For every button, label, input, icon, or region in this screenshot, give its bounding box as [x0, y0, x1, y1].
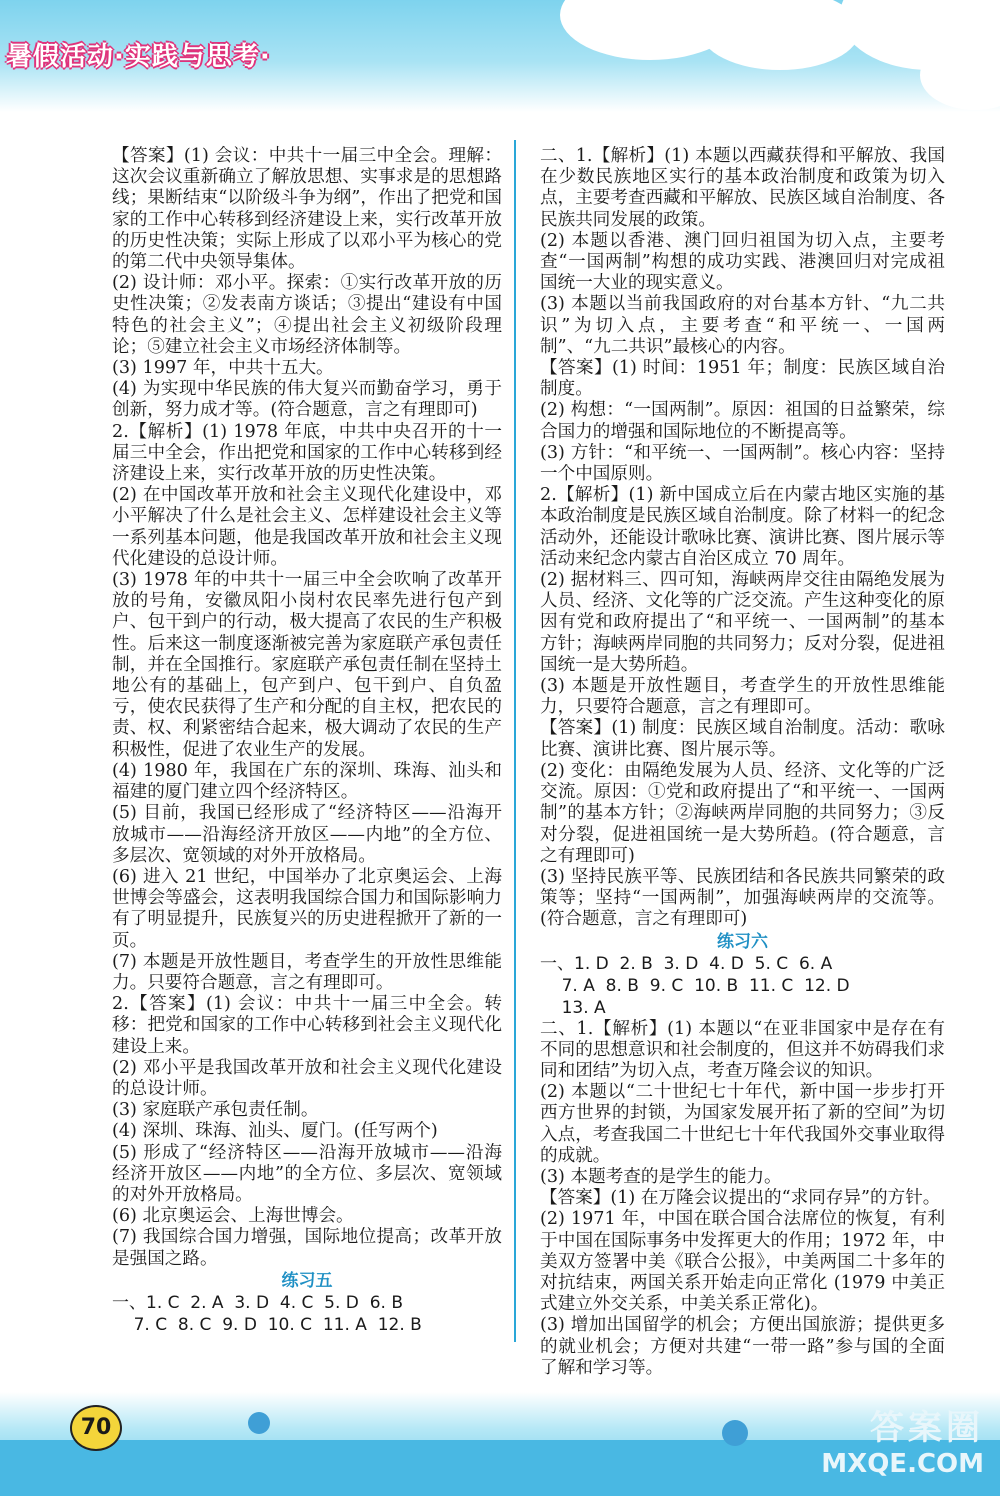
answer-paragraph: 二、1.【解析】(1) 本题以西藏获得和平解放、我国在少数民族地区实行的基本政治制度和政策为切入点，主要考查西藏和平解放、民族区域自治制度、各民族共同发展的政策。 — [540, 146, 945, 230]
header-banner — [0, 0, 1000, 112]
mc-answers-row: 7. A 8. B 9. C 10. B 11. C 12. D — [540, 975, 850, 996]
page-number: 70 — [70, 1405, 122, 1451]
answer-paragraph: (4) 深圳、珠海、汕头、厦门。(任写两个) — [112, 1121, 438, 1142]
answer-paragraph: (2) 邓小平是我国改革开放和社会主义现代化建设的总设计师。 — [112, 1057, 502, 1099]
section-heading: 练习五 — [281, 1270, 333, 1291]
answer-paragraph: (6) 进入 21 世纪，中国举办了北京奥运会、上海世博会等盛会，这表明我国综合国力和国际影响力有了明显提升，民族复兴的历史进程掀开了新的一页。 — [112, 866, 502, 951]
answer-paragraph: (7) 我国综合国力增强，国际地位提高；改革开放是强国之路。 — [112, 1227, 502, 1269]
answer-paragraph: (2) 本题以香港、澳门回归祖国为切入点，主要考查“一国两制”构想的成功实践、港澳回归对完成祖国统一大业的现实意义。 — [540, 230, 945, 294]
answer-paragraph: (3) 坚持民族平等、民族团结和各民族共同繁荣的政策等；坚持“一国两制”，加强海峡两岸的交流等。(符合题意，言之有理即可) — [540, 866, 945, 930]
answer-paragraph: 【答案】(1) 在万隆会议提出的“求同存异”的方针。 — [540, 1188, 941, 1209]
cloud-shape — [700, 0, 860, 70]
left-column — [112, 146, 502, 1336]
answer-paragraph: 二、1.【解析】(1) 本题以“在亚非国家中是存在有不同的思想意识和社会制度的，但这并不妨碍我们求同和团结”为切入点，考查万隆会议的知识。 — [540, 1018, 945, 1081]
header-title: 暑假活动·实践与思考· — [6, 42, 271, 72]
mc-answers-row: 7. C 8. C 9. D 10. C 11. A 12. B — [112, 1314, 422, 1335]
answer-paragraph: (2) 本题以“二十世纪七十年代，新中国一步步打开西方世界的封锁，为国家发展开拓了新的空间”为切入点，考查我国二十世纪七十年代我国外交事业取得的成就。 — [540, 1082, 945, 1166]
tree-icon — [248, 1412, 270, 1434]
tree-icon — [722, 1420, 748, 1446]
answer-paragraph: (2) 在中国改革开放和社会主义现代化建设中，邓小平解决了什么是社会主义、怎样建设社会主义等一系列基本问题，他是我国改革开放和社会主义现代化建设的总设计师。 — [112, 485, 502, 569]
answer-paragraph: (3) 1978 年的中共十一届三中全会吹响了改革开放的号角，安徽凤阳小岗村农民率先进行包产到户、包干到户的行动，极大提高了农民的生产积极性。后来这一制度逐渐被完善为家庭联产承包责任制，并在全国推行。家庭联产承包责任制在坚持土地公有的基础上，包产到户、包干到户、自负盈亏，使农民获得了生产和分配的自主权，把农民的责、权、利紧密结合起来，极大调动了农民的生产积极性，促进了农业生产的发展。 — [112, 570, 502, 760]
answer-paragraph: (3) 本题考查的是学生的能力。 — [540, 1166, 782, 1187]
mc-answers-row: 13. A — [540, 997, 606, 1018]
mc-answers-row: 一、1. C 2. A 3. D 4. C 5. D 6. B — [112, 1292, 403, 1313]
answer-paragraph: (3) 本题以当前我国政府的对台基本方针、“九二共识”为切入点，主要考查“和平统一、一国两制”、“九二共识”最核心的内容。 — [540, 294, 945, 357]
section-heading: 练习六 — [717, 931, 768, 952]
answer-paragraph: (5) 目前，我国已经形成了“经济特区——沿海开放城市——沿海经济开放区——内地”的全方位、多层次、宽领域的对外开放格局。 — [112, 803, 502, 866]
answer-paragraph: (3) 增加出国留学的机会；方便出国旅游；提供更多的就业机会；方便对共建“一带一路”参与国的全面了解和学习等。 — [540, 1315, 945, 1378]
watermark-url: MXQE.COM — [821, 1449, 984, 1479]
answer-paragraph: (3) 方针：“和平统一、一国两制”。核心内容：坚持一个中国原则。 — [540, 442, 945, 485]
answer-paragraph: 【答案】(1) 会议：中共十一届三中全会。理解：这次会议重新确立了解放思想、实事求是的思想路线；果断结束“以阶级斗争为纲”，作出了把党和国家的工作中心转移到经济建设上来，实行改革开放的历史性决策；实际上形成了以邓小平为核心的党的第二代中央领导集体。 — [112, 146, 502, 273]
answer-paragraph: (2) 据材料三、四可知，海峡两岸交往由隔绝发展为人员、经济、文化等的广泛交流。产生这种变化的原因有党和政府提出了“和平统一、一国两制”的基本方针；海峡两岸同胞的共同努力；反对分裂，促进祖国统一是大势所趋。 — [540, 570, 945, 675]
answer-paragraph: (6) 北京奥运会、上海世博会。 — [112, 1206, 354, 1227]
answer-paragraph: (7) 本题是开放性题目，考查学生的开放性思维能力。只要符合题意，言之有理即可。 — [112, 951, 502, 993]
answer-paragraph: (2) 变化：由隔绝发展为人员、经济、文化等的广泛交流。原因：①党和政府提出了“和平统一、一国两制”的基本方针；②海峡两岸同胞的共同努力；③反对分裂，促进祖国统一是大势所趋。(符合题意，言之有理即可) — [540, 760, 945, 866]
answer-paragraph: (2) 1971 年，中国在联合国合法席位的恢复，有利于中国在国际事务中发挥更大的作用；1972 年，中美双方签署中美《联合公报》，中美两国二十多年的对抗结束，两国关系开始走向正常化 (1979 中美正式建立外交关系，中美关系正常化)。 — [540, 1209, 945, 1315]
answer-paragraph: 2.【答案】(1) 会议：中共十一届三中全会。转移：把党和国家的工作中心转移到社会主义现代化建设上来。 — [112, 994, 502, 1057]
answer-paragraph: (2) 设计师：邓小平。探索：①实行改革开放的历史性决策；②发表南方谈话；③提出“建设有中国特色的社会主义”；④提出社会主义初级阶段理论；⑤建立社会主义市场经济体制等。 — [112, 273, 502, 357]
column-divider — [514, 140, 516, 1342]
answer-paragraph: (2) 构想：“一国两制”。原因：祖国的日益繁荣，综合国力的增强和国际地位的不断提高等。 — [540, 400, 945, 442]
answer-paragraph: 【答案】(1) 制度：民族区域自治制度。活动：歌咏比赛、演讲比赛、图片展示等。 — [540, 718, 945, 760]
right-column — [540, 146, 945, 1379]
answer-paragraph: (3) 本题是开放性题目，考查学生的开放性思维能力，只要符合题意，言之有理即可。 — [540, 676, 945, 718]
answer-paragraph: (3) 1997 年，中共十五大。 — [112, 358, 334, 379]
answer-paragraph: (4) 为实现中华民族的伟大复兴而勤奋学习，勇于创新，努力成才等。(符合题意，言之有理即可) — [112, 379, 502, 421]
answer-paragraph: (5) 形成了“经济特区——沿海开放城市——沿海经济开放区——内地”的全方位、多层次、宽领域的对外开放格局。 — [112, 1142, 502, 1205]
answer-paragraph: (4) 1980 年，我国在广东的深圳、珠海、汕头和福建的厦门建立四个经济特区。 — [112, 760, 502, 803]
answer-paragraph: 2.【解析】(1) 新中国成立后在内蒙古地区实施的基本政治制度是民族区域自治制度。除了材料一的纪念活动外，还能设计歌咏比赛、演讲比赛、图片展示等活动来纪念内蒙古自治区成立 70 周年。 — [540, 485, 945, 569]
watermark-logo-text: 答案圈 — [870, 1408, 984, 1448]
answer-paragraph: 2.【解析】(1) 1978 年底，中共中央召开的十一届三中全会，作出把党和国家的工作中心转移到经济建设上来，实行改革开放的历史性决策。 — [112, 421, 502, 485]
watermark — [784, 1400, 984, 1479]
answer-paragraph: 【答案】(1) 时间：1951 年；制度：民族区域自治制度。 — [540, 358, 945, 400]
answer-paragraph: (3) 家庭联产承包责任制。 — [112, 1100, 319, 1121]
mc-answers-row: 一、1. D 2. B 3. D 4. D 5. C 6. A — [540, 953, 833, 974]
